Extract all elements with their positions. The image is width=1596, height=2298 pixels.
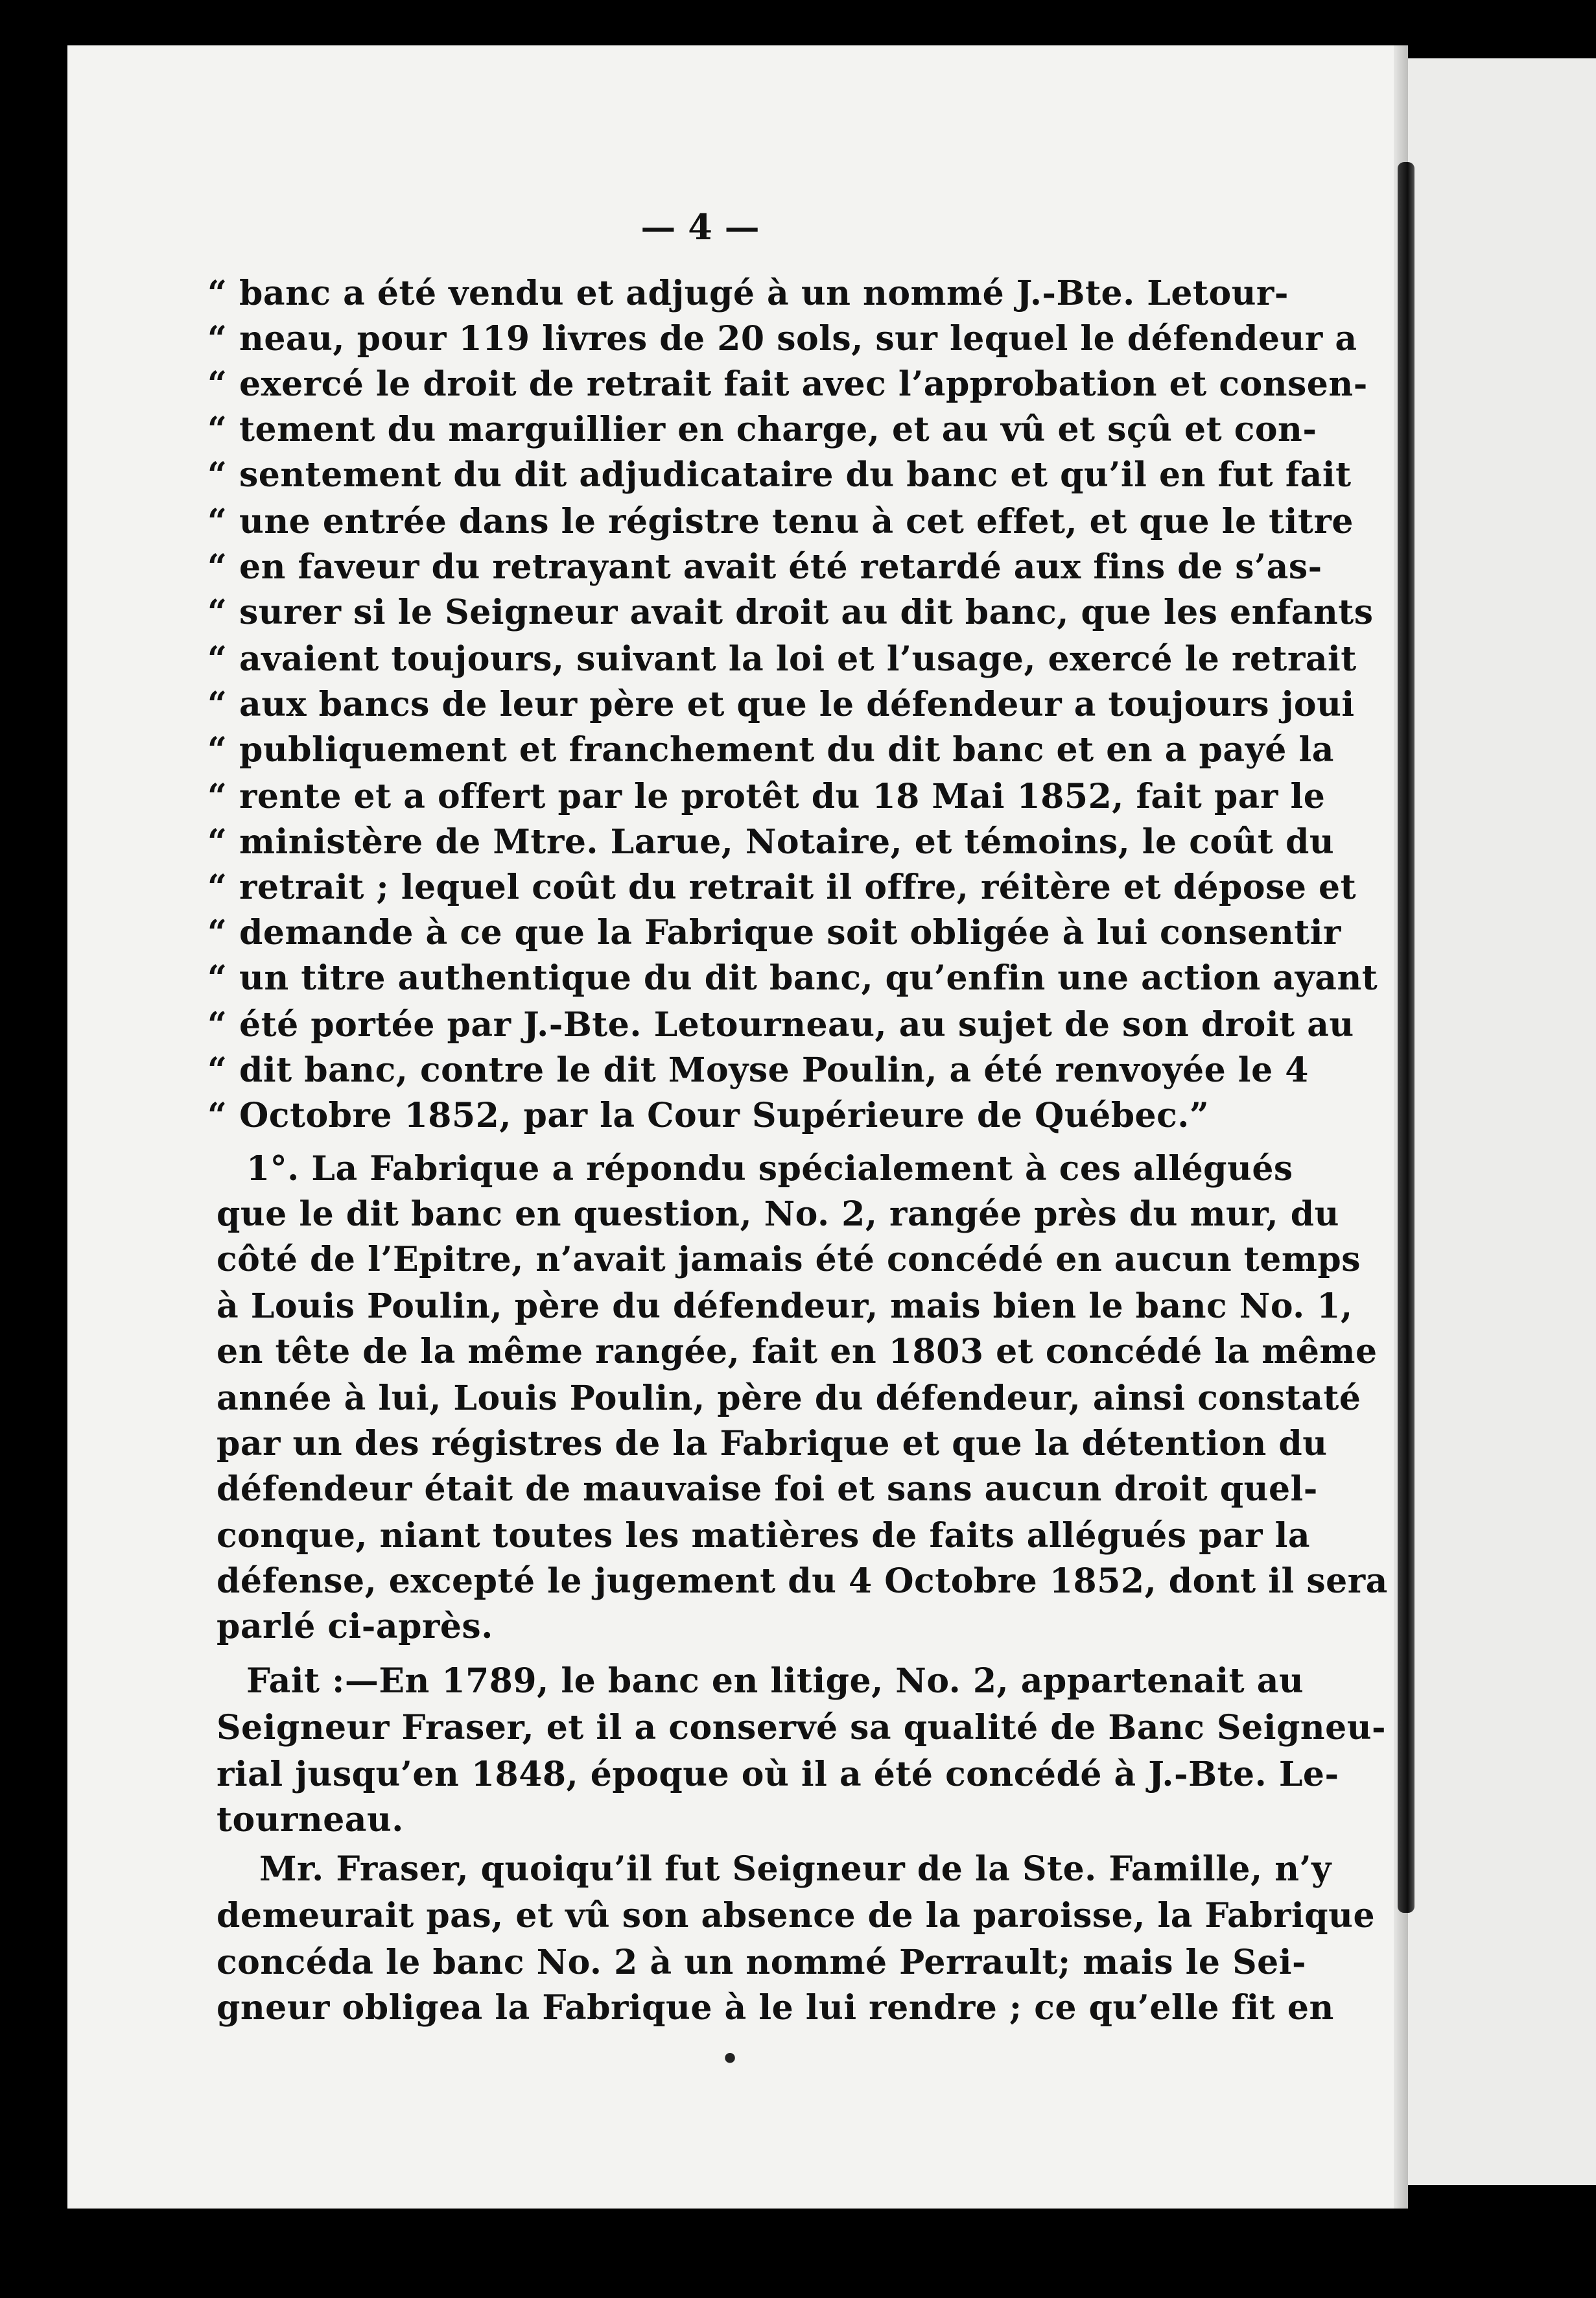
text-line: “ un titre authentique du dit banc, qu’enfin une action ayant xyxy=(207,958,1378,998)
text-line: année à lui, Louis Poulin, père du défendeur, ainsi constaté xyxy=(217,1379,1361,1418)
text-line: “ demande à ce que la Fabrique soit obligée à lui consentir xyxy=(207,913,1341,953)
text-line: “ retrait ; lequel coût du retrait il offre, réitère et dépose et xyxy=(207,868,1357,907)
text-line: conque, niant toutes les matières de faits allégués par la xyxy=(217,1516,1311,1556)
text-line: tourneau. xyxy=(217,1800,404,1840)
text-line: “ dit banc, contre le dit Moyse Poulin, a été renvoyée le 4 xyxy=(207,1050,1309,1090)
facing-page-edge xyxy=(1408,58,1596,2185)
text-line: côté de l’Epitre, n’avait jamais été concédé en aucun temps xyxy=(217,1240,1361,1279)
text-line: défense, excepté le jugement du 4 Octobre 1852, dont il sera xyxy=(217,1561,1388,1601)
text-line: en tête de la même rangée, fait en 1803 et concédé la même xyxy=(217,1332,1378,1371)
text-line: “ exercé le droit de retrait fait avec l’approbation et consen- xyxy=(207,364,1368,404)
text-line: “ sentement du dit adjudicataire du banc et qu’il en fut fait xyxy=(207,455,1352,495)
binding-spine xyxy=(1398,162,1414,1913)
text-line: par un des régistres de la Fabrique et que la détention du xyxy=(217,1424,1328,1463)
text-line: 1°. La Fabrique a répondu spécialement à ces allégués xyxy=(246,1149,1293,1189)
text-line: “ aux bancs de leur père et que le défendeur a toujours joui xyxy=(207,685,1355,724)
text-line: “ avaient toujours, suivant la loi et l’usage, exercé le retrait xyxy=(207,639,1357,679)
text-line: concéda le banc No. 2 à un nommé Perrault; mais le Sei- xyxy=(217,1943,1307,1982)
text-line: à Louis Poulin, père du défendeur, mais bien le banc No. 1, xyxy=(217,1286,1353,1326)
text-line: “ une entrée dans le régistre tenu à cet effet, et que le titre xyxy=(207,502,1354,541)
text-line: Mr. Fraser, quoiqu’il fut Seigneur de la Ste. Famille, n’y xyxy=(259,1849,1332,1889)
text-line: gneur obligea la Fabrique à le lui rendre ; ce qu’elle fit en xyxy=(217,1988,1334,2028)
text-line: “ Octobre 1852, par la Cour Supérieure de Québec.” xyxy=(207,1096,1210,1135)
text-line: que le dit banc en question, No. 2, rangée près du mur, du xyxy=(217,1194,1339,1234)
text-line: “ en faveur du retrayant avait été retardé aux fins de s’as- xyxy=(207,547,1322,587)
text-line: demeurait pas, et vû son absence de la paroisse, la Fabrique xyxy=(217,1896,1376,1936)
text-line: “ publiquement et franchement du dit banc et en a payé la xyxy=(207,730,1334,770)
text-line: “ ministère de Mtre. Larue, Notaire, et témoins, le coût du xyxy=(207,822,1335,862)
text-line: “ neau, pour 119 livres de 20 sols, sur lequel le défendeur a xyxy=(207,319,1357,359)
page-number: — 4 — xyxy=(640,206,760,248)
text-line: “ surer si le Seigneur avait droit au dit banc, que les enfants xyxy=(207,593,1374,632)
text-line: parlé ci-après. xyxy=(217,1607,493,1646)
text-line: “ tement du marguillier en charge, et au vû et sçû et con- xyxy=(207,410,1317,449)
text-line: Seigneur Fraser, et il a conservé sa qualité de Banc Seigneu- xyxy=(217,1708,1387,1747)
text-line: “ été portée par J.-Bte. Letourneau, au sujet de son droit au xyxy=(207,1005,1354,1045)
text-line: “ rente et a offert par le protêt du 18 Mai 1852, fait par le xyxy=(207,777,1326,816)
ink-speck: • xyxy=(721,2043,740,2076)
text-line: rial jusqu’en 1848, époque où il a été concédé à J.-Bte. Le- xyxy=(217,1755,1339,1794)
text-line: “ banc a été vendu et adjugé à un nommé J.-Bte. Letour- xyxy=(207,274,1289,313)
text-line: défendeur était de mauvaise foi et sans aucun droit quel- xyxy=(217,1469,1318,1509)
text-line: Fait :—En 1789, le banc en litige, No. 2, appartenait au xyxy=(246,1661,1304,1701)
